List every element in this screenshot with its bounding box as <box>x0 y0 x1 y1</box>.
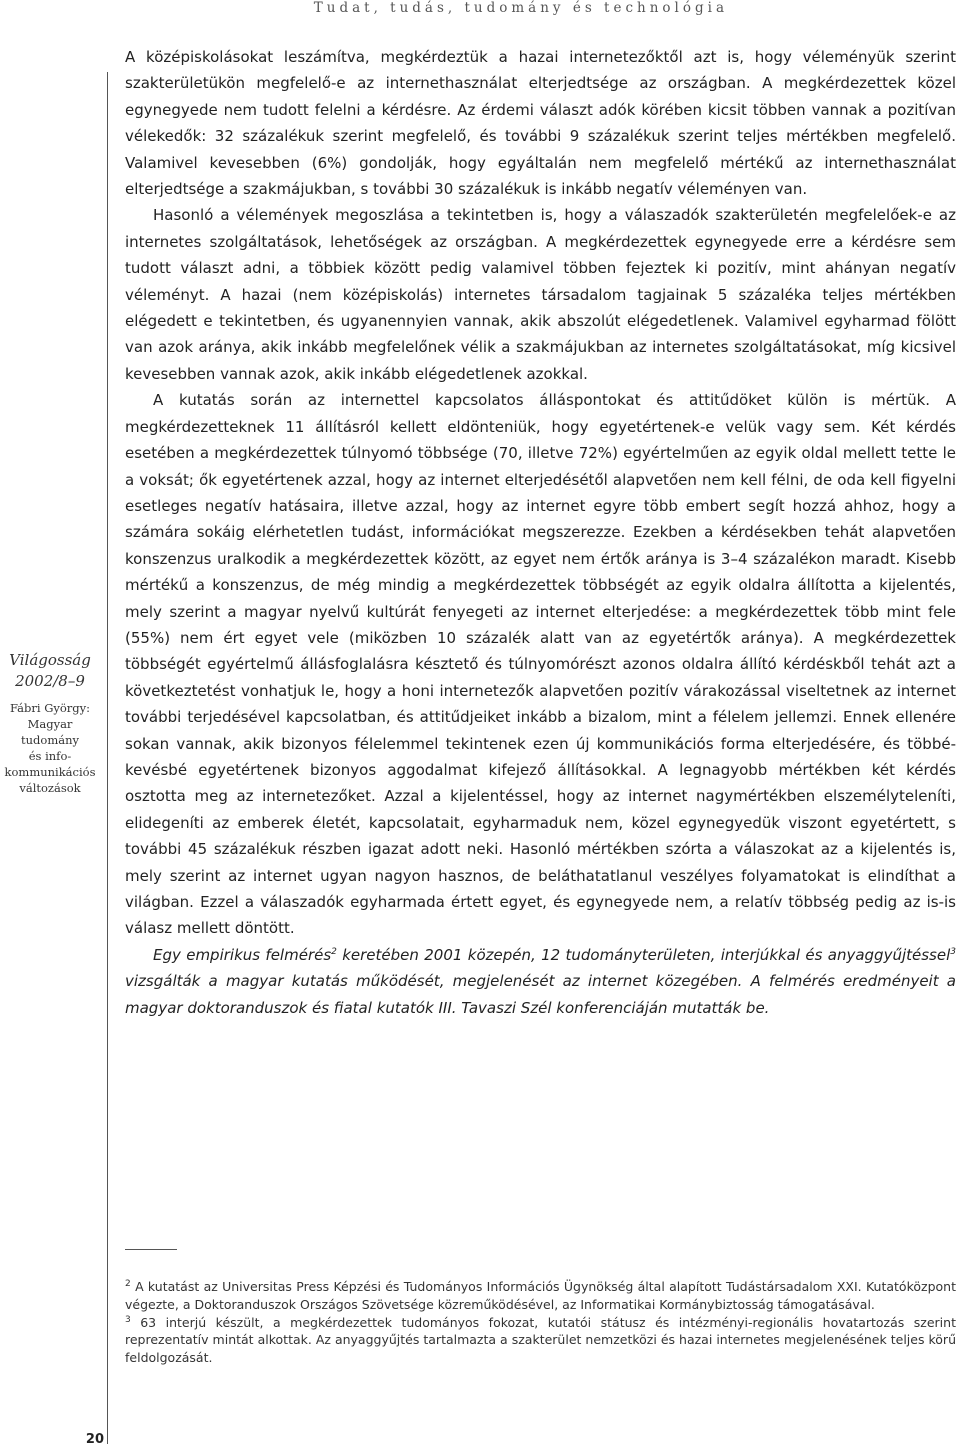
italic-text: Egy empirikus felmérés <box>153 945 332 964</box>
article-title-line: tudomány <box>21 733 79 747</box>
footnote-ref-3[interactable]: 3 <box>950 946 956 957</box>
footnote-number: 2 <box>125 1278 131 1289</box>
body-paragraph: A középiskolásokat leszámítva, megkérdeztük a hazai internetezőktől azt is, hogy véleményük szerint szakterületükön megfelelő-e az internethasználat elterjedtsége az országban. A megkérdezettek közel egynegyede nem tudott felelni a kérdésre. Az érdemi választ adók körében kicsit többen vannak a pozitívan vélekedők: 32 százalékuk szerint megfelelő, és további 9 százalékuk szerint teljes mértékben megfelelő. Valamivel kevesebben (6%) gondolják, hogy egyáltalán nem megfelelő mértékű az internethasználat elterjedtsége a szakmájukban, s további 30 százalékuk is inkább negatív véleményen van. <box>125 48 956 199</box>
footnote-3 <box>125 1314 956 1367</box>
running-header: Tudat, tudás, tudomány és technológia <box>313 0 728 16</box>
footnote-divider <box>125 1249 177 1250</box>
footnotes <box>125 1278 956 1367</box>
body-paragraph: A kutatás során az internettel kapcsolatos álláspontokat és attitűdöket külön is mértük. A megkérdezetteknek 11 állításról kellett eldönteniük, hogy egyetértenek-e velük vagy sem. Két kérdés esetében a megkérdezettek túlnyomó többsége (70, illetve 72%) egyértelműen az egyik oldal mellett tette le a voksát; ők egyetértenek azzal, hogy az internet elterjedésétől alapvetően nem kell félni, de oda kell figyelni esetleges negatív hatásaira, illetve azzal, hogy az internet egyre több embert segít hozzá ahhoz, hogy a számára sokáig elérhetetlen tudást, információkat megszerezze. Ezekben a kérdésekben tehát alapvetően konszenzus uralkodik a megkérdezettek között, az egyet nem értők aránya is 3–4 százalékon maradt. Kisebb mértékű a konszenzus, de még mindig a megkérdezettek többségét az egyik oldalra állította a kijelentés, mely szerint a magyar nyelvű kultúrát fenyegeti az internet elterjedése: a megkérdezettek több mint fele (55%) nem ért egyet vele (miközben 10 százalék alatt van az egyetértők aránya). A megkérdezettek többségét egyértelmű állásfoglalásra késztető és túlnyomórészt azonos oldalra állító kérdéskből tehát azt a következtetést vonhatjuk le, hogy a honi internetezők alapvetően pozitív várakozással viseltetnek az internet további terjedésével kapcsolatban, és attitűdjeiket inkább a bizalom, mint a félelem jellemzi. Ennek ellenére sokan vannak, akik bizonyos félelemmel tekintenek ezen új kommunikációs forma elterjedésére, és többé-kevésbé egyetértenek bizonyos aggodalmat kifejező állításokkal. A legnagyobb mértékben két kérdés osztotta meg az internetezőket. Azzal a kijelentéssel, hogy az internet nagymértékben elszemélyteleníti, elidegeníti az emberek életét, kapcsolatait, egyharmaduk nem, közel egynegyedük viszont egyetértett, s további 45 százalékuk részben igazat adott neki. Hasonló mértékben szórta a válaszokat az a kijelentés is, mely szerint az internet ugyan nagyon hasznos, de beláthatatlanul veszélyes folyamatokat is elindíthat a világban. Ezzel a válaszadók egyharmada értett egyet, és egynegyede nem, a relatív többség pedig az is-is válasz mellett döntött. <box>125 391 956 938</box>
article-title-line: Magyar <box>27 717 73 731</box>
article-body <box>125 44 956 1021</box>
article-author: Fábri György: <box>9 701 91 715</box>
journal-name: Világosság <box>9 651 91 669</box>
footnote-2 <box>125 1278 956 1314</box>
footnote-ref-2[interactable]: 2 <box>331 946 337 957</box>
italic-text: vizsgálták a magyar kutatás működését, megjelenését az internet közegében. A felmérés eredményeit a magyar doktoranduszok és fiatal kutatók III. Tavaszi Szél konferenciáján mutatták be. <box>125 972 956 1017</box>
sidebar-divider <box>107 72 108 1444</box>
article-title-line: és info- <box>28 749 72 763</box>
article-title-line: változások <box>19 781 81 795</box>
page-number: 20 <box>85 1432 104 1447</box>
journal-issue: 2002/8–9 <box>15 672 85 690</box>
article-title-line: kommunikációs <box>4 765 96 779</box>
body-paragraph: Hasonló a vélemények megoszlása a tekintetben is, hogy a válaszadók szakterületén megfelelőek-e az internetes szolgáltatások, lehetőségek az országban. A megkérdezettek egynegyede erre a kérdésre sem tudott választ adni, a többiek között pedig valamivel többen fejeztek ki pozitív, mint ahányan negatív véleményt. A hazai (nem középiskolás) internetes társadalom tagjainak 5 százaléka teljes mértékben elégedett e tekintetben, és ugyanennyien vannak, akik abszolút elégedetlenek. Valamivel egyharmad fölött van azok aránya, akik inkább megfelelőnek vélik a szakmájukban az internetes szolgáltatásokat, míg kicsivel kevesebben vannak azok, akik inkább elégedetlenek azokkal. <box>125 206 956 383</box>
footnote-text: 63 interjú készült, a megkérdezettek tudományos fokozat, kutatói státusz és intézményi-regionális hovatartozás szerint reprezentatív mintát alkottak. Az anyaggyűjtés tartalmazta a szakterület nemzetközi és hazai internetes megjelenésének teljes körű feldolgozását. <box>125 1314 956 1366</box>
footnote-text: A kutatást az Universitas Press Képzési és Tudományos Információs Ügynökség által alapított Tudástársadalom XXI. Kutatóközpont végezte, a Doktoranduszok Országos Szövetsége közreműködésével, az Informatikai Kormánybiztosság támogatásával. <box>125 1279 956 1312</box>
footnote-number: 3 <box>125 1314 131 1325</box>
italic-text: keretében 2001 közepén, 12 tudományterületen, interjúkkal és anyaggyűjtéssel <box>336 945 951 964</box>
sidebar <box>0 650 100 796</box>
italic-paragraph <box>125 942 956 1021</box>
